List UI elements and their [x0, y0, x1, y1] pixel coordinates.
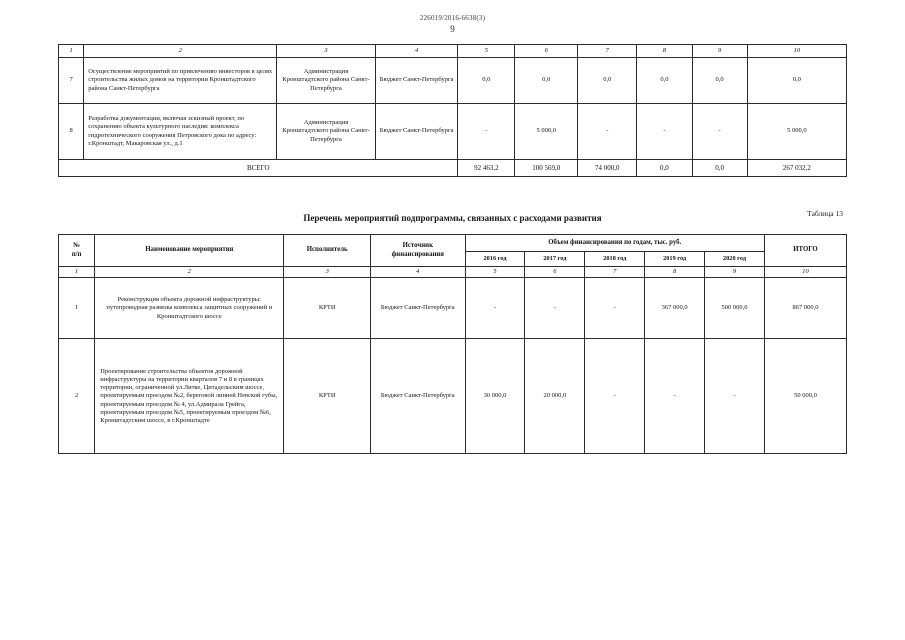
table-row — [59, 58, 847, 104]
row-2016: - — [465, 278, 525, 339]
col-number: 9 — [705, 267, 765, 278]
row-total: 0,0 — [747, 58, 846, 104]
row-2016: - — [458, 104, 515, 160]
total-2016: 92 463,2 — [458, 160, 515, 177]
table-row-column-numbers — [59, 45, 847, 58]
col-number: 5 — [458, 45, 515, 58]
row-name: Реконструкция объекта дорожной инфраструктуры: путепроводная развязка комплекса защитных сооружений и Кронштадтского шоссе — [95, 278, 284, 339]
table-row-total — [59, 160, 847, 177]
row-2017: 5 000,0 — [515, 104, 578, 160]
row-executor: Администрация Кронштадтского района Санкт-Петербурга — [277, 58, 376, 104]
row-name: Проектирование строительства объектов дорожной инфраструктуры на территории кварталов 7 и 8 в границах территории, ограниченной ул.Литке, Цитадельским шоссе, проектируемым проездом №2, береговой линией Невской губы, проектируемым проездом № 4, ул.Адмирала Грейга, проектируемым проездом №5, проектируемым проездом №6, Кронштадтским шоссе, в г.Кронштадте — [95, 339, 284, 454]
header-executor: Исполнитель — [284, 235, 371, 267]
col-number: 8 — [637, 45, 692, 58]
header-source-line2: финансирования — [391, 250, 444, 258]
row-executor: КРТИ — [284, 278, 371, 339]
total-2018: 74 000,0 — [578, 160, 637, 177]
table-label: Таблица 13 — [807, 209, 843, 218]
row-total: 867 000,0 — [764, 278, 846, 339]
table-row — [59, 104, 847, 160]
col-number: 9 — [692, 45, 747, 58]
col-number: 3 — [277, 45, 376, 58]
row-2018: - — [578, 104, 637, 160]
col-number: 2 — [95, 267, 284, 278]
row-source: Бюджет Санкт-Петербурга — [375, 58, 458, 104]
col-number: 10 — [747, 45, 846, 58]
table-row — [59, 339, 847, 454]
header-year-2018: 2018 год — [585, 252, 645, 267]
row-2016: 0,0 — [458, 58, 515, 104]
col-number: 5 — [465, 267, 525, 278]
header-year-2020: 2020 год — [705, 252, 765, 267]
row-executor: КРТИ — [284, 339, 371, 454]
table-row — [59, 278, 847, 339]
row-2020: 500 000,0 — [705, 278, 765, 339]
col-number: 6 — [515, 45, 578, 58]
col-number: 8 — [645, 267, 705, 278]
col-number: 2 — [84, 45, 277, 58]
header-source — [371, 235, 466, 267]
section-subtitle: Перечень мероприятий подпрограммы, связанных с расходами развития — [303, 213, 602, 223]
row-2018: - — [585, 339, 645, 454]
row-2016: 30 000,0 — [465, 339, 525, 454]
total-2017: 100 569,0 — [515, 160, 578, 177]
page-number: 9 — [450, 24, 455, 34]
row-2019: - — [637, 104, 692, 160]
total-sum: 267 032,2 — [747, 160, 846, 177]
continued-table — [58, 44, 847, 177]
col-number: 7 — [578, 45, 637, 58]
col-number: 1 — [59, 267, 95, 278]
row-2017: 20 000,0 — [525, 339, 585, 454]
document-code: 226019/2016-6638(3) — [419, 14, 486, 22]
header-total: ИТОГО — [764, 235, 846, 267]
header-num-line1: № — [73, 242, 81, 250]
header-year-2016: 2016 год — [465, 252, 525, 267]
table-row-column-numbers — [59, 267, 847, 278]
row-2020: - — [692, 104, 747, 160]
row-source: Бюджет Санкт-Петербурга — [371, 339, 466, 454]
row-number: 1 — [59, 278, 95, 339]
col-number: 10 — [764, 267, 846, 278]
header-year-2019: 2019 год — [645, 252, 705, 267]
row-2017: 0,0 — [515, 58, 578, 104]
header-num — [59, 235, 95, 267]
row-2018: - — [585, 278, 645, 339]
col-number: 6 — [525, 267, 585, 278]
row-source: Бюджет Санкт-Петербурга — [375, 104, 458, 160]
row-2020: - — [705, 339, 765, 454]
row-2020: 0,0 — [692, 58, 747, 104]
row-2017: - — [525, 278, 585, 339]
total-label: ВСЕГО — [59, 160, 458, 177]
header-volume: Объем финансирования по годам, тыс. руб. — [465, 235, 764, 252]
total-2019: 0,0 — [637, 160, 692, 177]
development-expenses-table — [58, 234, 847, 454]
header-source-line1: Источник — [402, 242, 433, 250]
row-total: 50 000,0 — [764, 339, 846, 454]
row-number: 2 — [59, 339, 95, 454]
row-name: Осуществление мероприятий по привлечению инвесторов в целях строительства жилых домов на территории Кронштадтского района Санкт-Петербурга — [84, 58, 277, 104]
col-number: 1 — [59, 45, 84, 58]
row-number: 7 — [59, 58, 84, 104]
col-number: 3 — [284, 267, 371, 278]
row-number: 8 — [59, 104, 84, 160]
header-num-line2: п/п — [71, 250, 82, 258]
row-source: Бюджет Санкт-Петербурга — [371, 278, 466, 339]
header-year-2017: 2017 год — [525, 252, 585, 267]
col-number: 7 — [585, 267, 645, 278]
row-name: Разработка документации, включая эскизный проект, по сохранению объекта культурного наследия: комплекса гидротехнического сооружения Петровского дока по адресу: г.Кронштадт, Макаровская ул., д.1 — [84, 104, 277, 160]
row-2019: - — [645, 339, 705, 454]
row-total: 5 000,0 — [747, 104, 846, 160]
col-number: 4 — [371, 267, 466, 278]
header-name: Наименование мероприятия — [95, 235, 284, 267]
row-executor: Администрация Кронштадтского района Санкт-Петербурга — [277, 104, 376, 160]
row-2019: 367 000,0 — [645, 278, 705, 339]
row-2019: 0,0 — [637, 58, 692, 104]
col-number: 4 — [375, 45, 458, 58]
row-2018: 0,0 — [578, 58, 637, 104]
total-2020: 0,0 — [692, 160, 747, 177]
table-header-row — [59, 235, 847, 252]
